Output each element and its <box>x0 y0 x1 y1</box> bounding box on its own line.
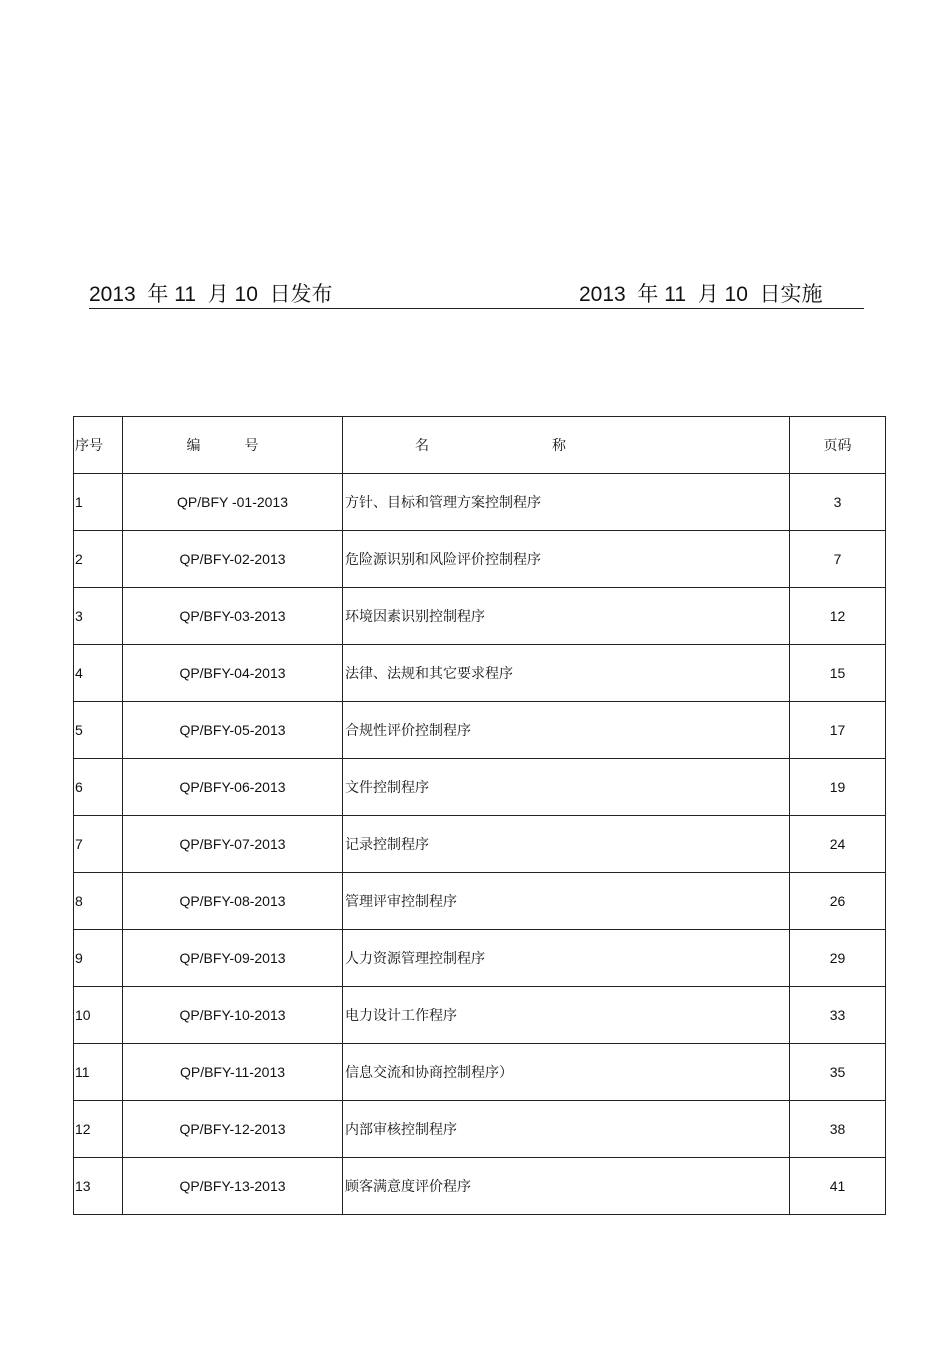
header-page: 页码 <box>790 417 886 474</box>
effective-date: 2013 年 11 月 10 日实施 <box>579 283 823 306</box>
row-code: QP/BFY-07-2013 <box>123 816 343 873</box>
row-page: 19 <box>790 759 886 816</box>
row-code: QP/BFY-09-2013 <box>123 930 343 987</box>
row-name: 人力资源管理控制程序 <box>343 930 790 987</box>
row-page: 29 <box>790 930 886 987</box>
table-row <box>74 474 886 531</box>
row-page: 17 <box>790 702 886 759</box>
row-no: 10 <box>74 987 123 1044</box>
row-no: 13 <box>74 1158 123 1215</box>
row-no: 3 <box>74 588 123 645</box>
row-name: 环境因素识别控制程序 <box>343 588 790 645</box>
row-name: 合规性评价控制程序 <box>343 702 790 759</box>
row-code: QP/BFY-04-2013 <box>123 645 343 702</box>
row-no: 4 <box>74 645 123 702</box>
row-name: 危险源识别和风险评价控制程序 <box>343 531 790 588</box>
row-code: QP/BFY-10-2013 <box>123 987 343 1044</box>
row-no: 1 <box>74 474 123 531</box>
row-no: 6 <box>74 759 123 816</box>
row-no: 8 <box>74 873 123 930</box>
header-code-right: 号 <box>244 438 259 454</box>
header-name-left: 名 <box>415 438 429 454</box>
header-name <box>343 417 790 474</box>
row-code: QP/BFY-06-2013 <box>123 759 343 816</box>
table-row <box>74 645 886 702</box>
table-row <box>74 1101 886 1158</box>
table-body <box>74 474 886 1215</box>
table-header-row <box>74 417 886 474</box>
table-row <box>74 987 886 1044</box>
row-page: 38 <box>790 1101 886 1158</box>
table-row <box>74 816 886 873</box>
row-page: 7 <box>790 531 886 588</box>
row-no: 7 <box>74 816 123 873</box>
table-row <box>74 759 886 816</box>
table-row <box>74 588 886 645</box>
row-code: QP/BFY -01-2013 <box>123 474 343 531</box>
row-name: 顾客满意度评价程序 <box>343 1158 790 1215</box>
row-no: 11 <box>74 1044 123 1101</box>
row-name: 内部审核控制程序 <box>343 1101 790 1158</box>
header-code <box>123 417 343 474</box>
row-no: 2 <box>74 531 123 588</box>
row-code: QP/BFY-05-2013 <box>123 702 343 759</box>
row-page: 26 <box>790 873 886 930</box>
row-code: QP/BFY-08-2013 <box>123 873 343 930</box>
table-row <box>74 930 886 987</box>
table-row <box>74 702 886 759</box>
row-code: QP/BFY-12-2013 <box>123 1101 343 1158</box>
row-no: 9 <box>74 930 123 987</box>
table-row <box>74 873 886 930</box>
row-name: 法律、法规和其它要求程序 <box>343 645 790 702</box>
row-no: 5 <box>74 702 123 759</box>
row-code: QP/BFY-13-2013 <box>123 1158 343 1215</box>
table-row <box>74 1158 886 1215</box>
row-name: 电力设计工作程序 <box>343 987 790 1044</box>
row-name: 管理评审控制程序 <box>343 873 790 930</box>
row-page: 41 <box>790 1158 886 1215</box>
row-page: 33 <box>790 987 886 1044</box>
table-row <box>74 1044 886 1101</box>
row-page: 12 <box>790 588 886 645</box>
release-dates-line <box>89 282 864 309</box>
row-name: 文件控制程序 <box>343 759 790 816</box>
row-name: 方针、目标和管理方案控制程序 <box>343 474 790 531</box>
row-no: 12 <box>74 1101 123 1158</box>
row-name: 信息交流和协商控制程序） <box>343 1044 790 1101</box>
row-page: 24 <box>790 816 886 873</box>
row-code: QP/BFY-11-2013 <box>123 1044 343 1101</box>
row-page: 15 <box>790 645 886 702</box>
issue-date: 2013 年 11 月 10 日发布 <box>89 283 333 306</box>
row-code: QP/BFY-02-2013 <box>123 531 343 588</box>
header-code-left: 编 <box>186 438 201 454</box>
row-code: QP/BFY-03-2013 <box>123 588 343 645</box>
table-row <box>74 531 886 588</box>
procedure-index-table <box>73 416 886 1215</box>
header-no: 序号 <box>74 417 123 474</box>
row-page: 35 <box>790 1044 886 1101</box>
row-page: 3 <box>790 474 886 531</box>
row-name: 记录控制程序 <box>343 816 790 873</box>
header-name-right: 称 <box>552 438 566 454</box>
